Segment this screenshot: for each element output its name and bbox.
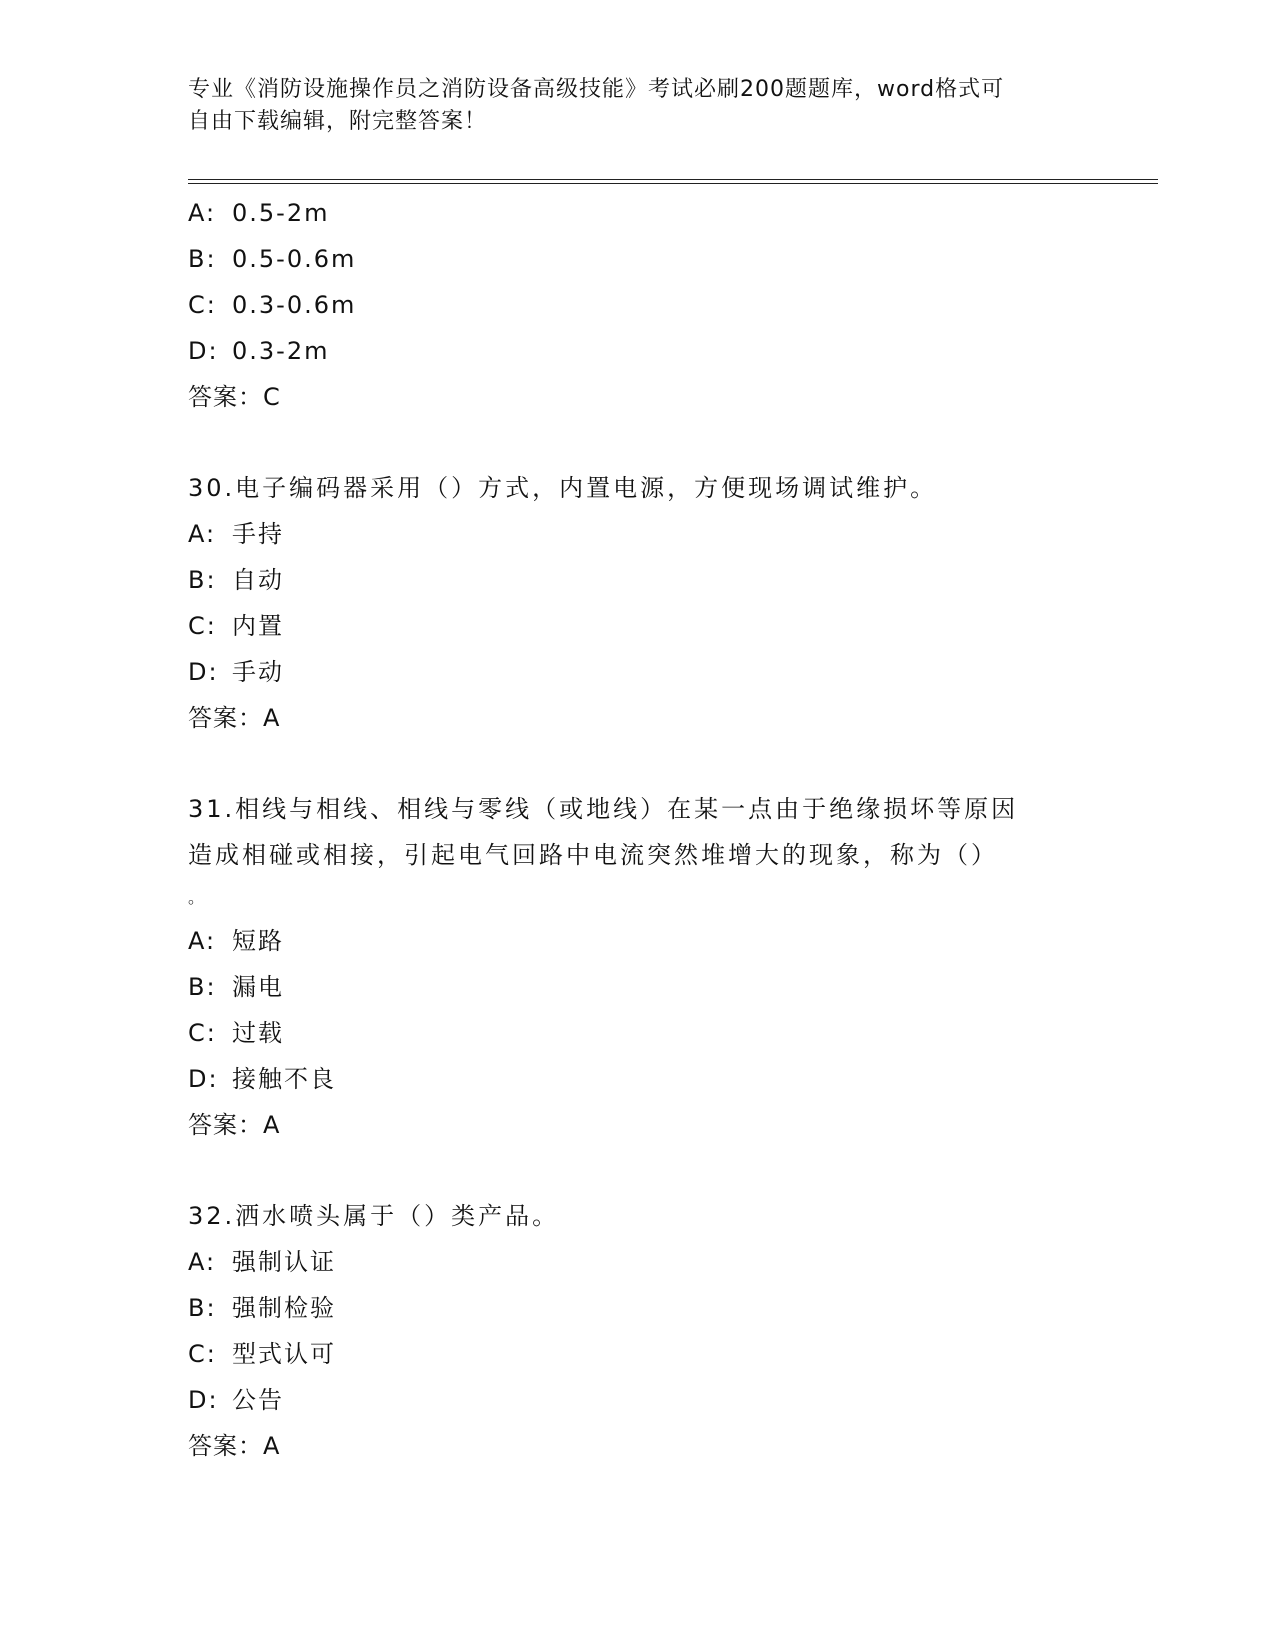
spacer (188, 1148, 1148, 1193)
option-text: 0.5-2m (232, 199, 330, 227)
answer: 答案：A (188, 704, 281, 732)
question-30 (188, 465, 1148, 741)
option-text: 接触不良 (232, 1065, 336, 1093)
option-text: 型式认可 (232, 1340, 336, 1368)
option-text: 漏电 (232, 973, 284, 1001)
option-letter: B: (188, 1294, 217, 1322)
option-a (188, 1239, 1148, 1285)
option-d (188, 1056, 1148, 1102)
option-text: 0.3-0.6m (232, 291, 357, 319)
option-letter: D: (188, 658, 219, 686)
spacer (188, 420, 1148, 465)
question-stem: 32.洒水喷头属于（）类产品。 (188, 1202, 560, 1230)
answer: 答案：A (188, 1111, 281, 1139)
option-text: 短路 (232, 927, 284, 955)
option-text: 强制认证 (232, 1248, 336, 1276)
answer: 答案：C (188, 383, 281, 411)
option-text: 0.5-0.6m (232, 245, 357, 273)
answer: 答案：A (188, 1432, 281, 1460)
option-a (188, 918, 1148, 964)
option-c (188, 1010, 1148, 1056)
option-c (188, 282, 1148, 328)
header-line-1: 专业《消防设施操作员之消防设备高级技能》考试必刷200题题库，word格式可 (188, 77, 1005, 102)
option-c (188, 603, 1148, 649)
option-d (188, 1377, 1148, 1423)
header-divider-top (188, 179, 1158, 180)
option-text: 内置 (232, 612, 284, 640)
option-letter: C: (188, 1019, 217, 1047)
question-list (188, 190, 1148, 1469)
option-text: 手持 (232, 520, 284, 548)
question-stem-line-3: 。 (188, 888, 208, 907)
option-letter: B: (188, 245, 217, 273)
option-text: 公告 (232, 1386, 284, 1414)
option-text: 过载 (232, 1019, 284, 1047)
option-b (188, 236, 1148, 282)
option-letter: A: (188, 520, 217, 548)
option-letter: C: (188, 1340, 217, 1368)
document-header (188, 74, 1088, 138)
option-letter: A: (188, 1248, 217, 1276)
option-b (188, 964, 1148, 1010)
option-d (188, 649, 1148, 695)
question-29 (188, 190, 1148, 420)
option-letter: D: (188, 1065, 219, 1093)
option-b (188, 557, 1148, 603)
option-a (188, 190, 1148, 236)
option-letter: A: (188, 927, 217, 955)
option-letter: A: (188, 199, 217, 227)
question-31 (188, 786, 1148, 1148)
question-32 (188, 1193, 1148, 1469)
option-b (188, 1285, 1148, 1331)
option-text: 自动 (232, 566, 284, 594)
option-letter: B: (188, 973, 217, 1001)
option-letter: C: (188, 291, 217, 319)
option-c (188, 1331, 1148, 1377)
option-a (188, 511, 1148, 557)
question-stem-line-1: 31.相线与相线、相线与零线（或地线）在某一点由于绝缘损坏等原因 (188, 795, 1019, 823)
option-text: 手动 (232, 658, 284, 686)
option-text: 0.3-2m (232, 337, 330, 365)
question-stem-line-2: 造成相碰或相接，引起电气回路中电流突然堆增大的现象，称为（） (188, 841, 998, 869)
option-letter: D: (188, 337, 219, 365)
header-divider-bottom (188, 183, 1158, 184)
option-text: 强制检验 (232, 1294, 336, 1322)
header-line-2: 自由下载编辑，附完整答案！ (188, 109, 488, 134)
option-letter: C: (188, 612, 217, 640)
option-letter: D: (188, 1386, 219, 1414)
option-letter: B: (188, 566, 217, 594)
option-d (188, 328, 1148, 374)
spacer (188, 741, 1148, 786)
question-stem: 30.电子编码器采用（）方式，内置电源，方便现场调试维护。 (188, 474, 938, 502)
